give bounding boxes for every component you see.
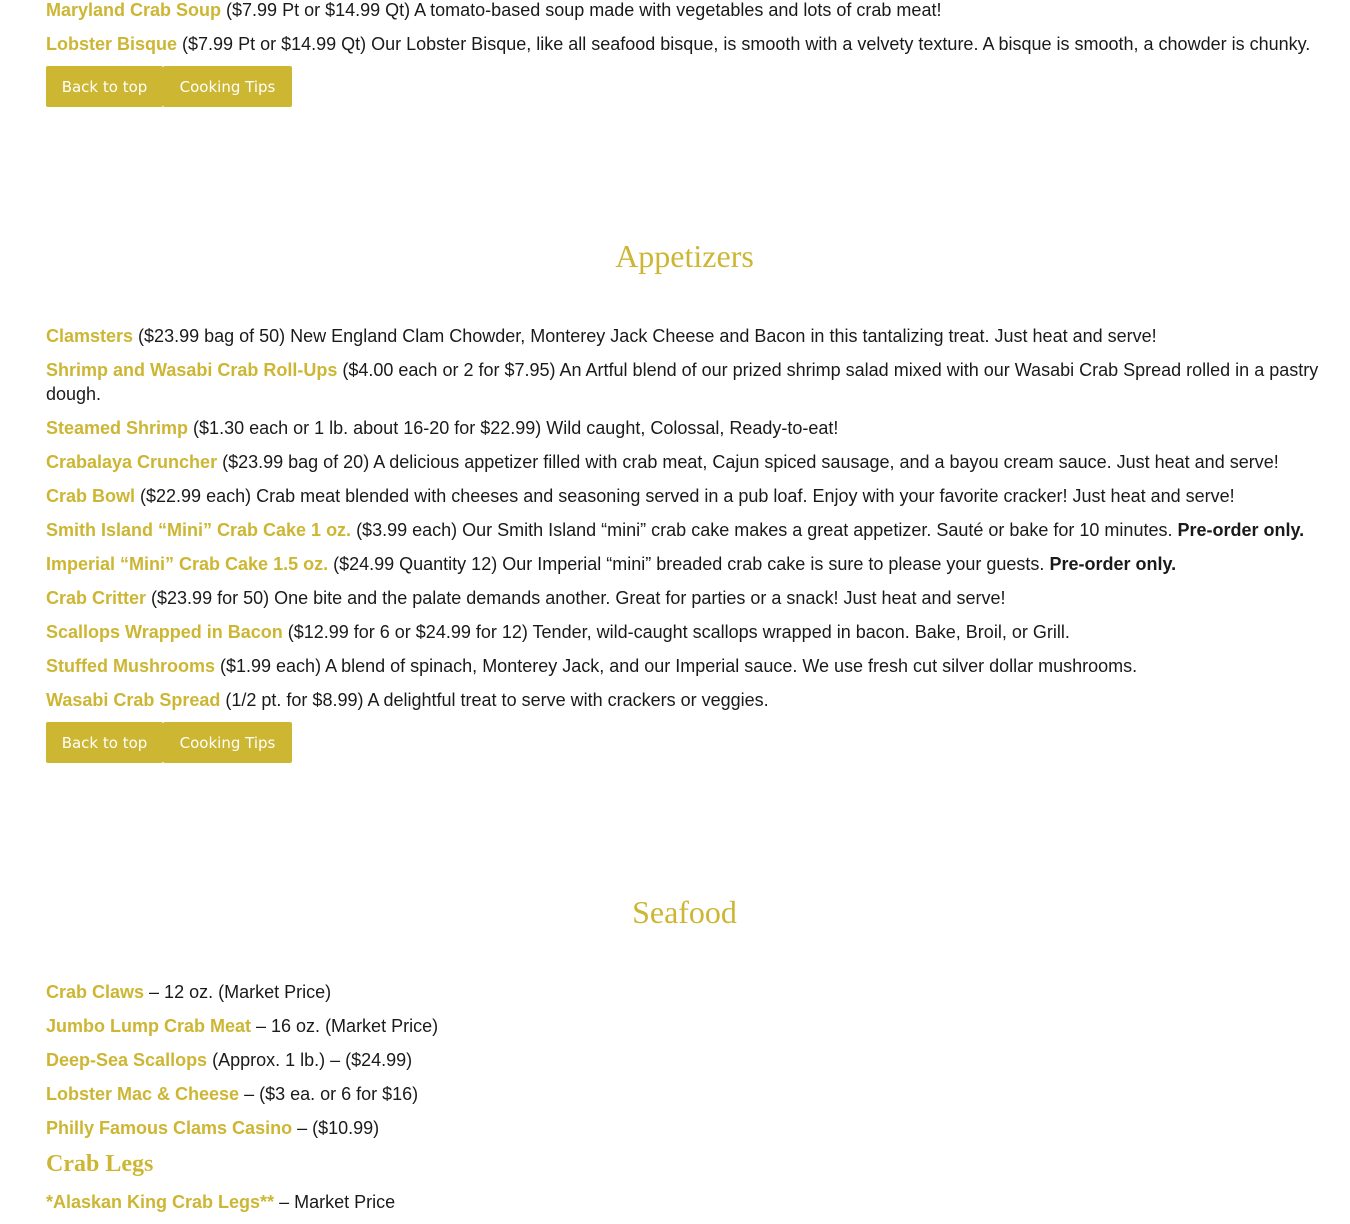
item-description: ($24.99 Quantity 12) Our Imperial “mini” breaded crab cake is sure to please your guests.: [328, 554, 1050, 574]
menu-item: [46, 688, 1331, 712]
menu-item: [46, 980, 1331, 1004]
item-description: ($23.99 bag of 20) A delicious appetizer filled with crab meat, Cajun spiced sausage, and a bayou cream sauce. Just heat and serve!: [217, 452, 1279, 472]
item-description: ($1.30 each or 1 lb. about 16-20 for $22.99) Wild caught, Colossal, Ready-to-eat!: [188, 418, 839, 438]
item-description: – 12 oz. (Market Price): [144, 982, 332, 1002]
item-name-link[interactable]: Jumbo Lump Crab Meat: [46, 1016, 252, 1036]
item-name-link[interactable]: Crab Bowl: [46, 486, 136, 506]
item-name-link[interactable]: Crab Claws: [46, 982, 145, 1002]
back-to-top-button[interactable]: Back to top: [46, 722, 163, 763]
item-description: – ($10.99): [292, 1118, 380, 1138]
menu-item: [46, 518, 1331, 542]
item-name-link[interactable]: Deep-Sea Scallops: [46, 1050, 208, 1070]
cooking-tips-button[interactable]: Cooking Tips: [163, 66, 292, 107]
item-name-link[interactable]: Lobster Bisque: [46, 34, 178, 54]
menu-item: [46, 1014, 1331, 1038]
menu-item: [46, 586, 1331, 610]
item-name-link[interactable]: Stuffed Mushrooms: [46, 656, 215, 676]
item-name-link[interactable]: Philly Famous Clams Casino: [46, 1118, 293, 1138]
cooking-tips-button[interactable]: Cooking Tips: [163, 722, 292, 763]
soups-nav-buttons: [46, 66, 292, 107]
appetizers-list: [46, 324, 1331, 722]
item-name-link[interactable]: Wasabi Crab Spread: [46, 690, 221, 710]
menu-item: [46, 324, 1331, 348]
menu-item: [46, 1116, 1331, 1140]
item-description: (Approx. 1 lb.) – ($24.99): [207, 1050, 413, 1070]
menu-item: [46, 450, 1331, 474]
menu-item: [46, 1190, 1331, 1214]
menu-item: [46, 620, 1331, 644]
menu-item: [46, 1048, 1331, 1072]
item-name-link[interactable]: Shrimp and Wasabi Crab Roll-Ups: [46, 360, 338, 380]
item-name-link[interactable]: Crabalaya Cruncher: [46, 452, 218, 472]
item-name-link[interactable]: Smith Island “Mini” Crab Cake 1 oz.: [46, 520, 352, 540]
item-name-link[interactable]: Imperial “Mini” Crab Cake 1.5 oz.: [46, 554, 329, 574]
menu-item: [46, 1082, 1331, 1106]
back-to-top-button[interactable]: Back to top: [46, 66, 163, 107]
item-description: ($23.99 for 50) One bite and the palate demands another. Great for parties or a snack! Just heat and serve!: [146, 588, 1006, 608]
menu-item: [46, 654, 1331, 678]
appetizers-nav-buttons: [46, 722, 292, 763]
crab-legs-list: [46, 1190, 1331, 1224]
item-description: – 16 oz. (Market Price): [251, 1016, 439, 1036]
item-description: ($23.99 bag of 50) New England Clam Chowder, Monterey Jack Cheese and Bacon in this tantalizing treat. Just heat and serve!: [133, 326, 1157, 346]
section-title-appetizers: Appetizers: [615, 238, 754, 274]
item-description: ($7.99 Pt or $14.99 Qt) Our Lobster Bisque, like all seafood bisque, is smooth with a velvety texture. A bisque is smooth, a chowder is chunky.: [177, 34, 1311, 54]
menu-item: [46, 416, 1331, 440]
item-name-link[interactable]: Lobster Mac & Cheese: [46, 1084, 240, 1104]
seafood-list: [46, 980, 1331, 1150]
item-description: ($1.99 each) A blend of spinach, Monterey Jack, and our Imperial sauce. We use fresh cut silver dollar mushrooms.: [215, 656, 1138, 676]
menu-item-maryland-crab-soup: [46, 0, 1331, 22]
menu-item: [46, 358, 1331, 406]
item-description: ($12.99 for 6 or $24.99 for 12) Tender, wild-caught scallops wrapped in bacon. Bake, Broil, or Grill.: [282, 622, 1070, 642]
item-name-link[interactable]: Clamsters: [46, 326, 134, 346]
item-description: (1/2 pt. for $8.99) A delightful treat to serve with crackers or veggies.: [220, 690, 769, 710]
section-title-seafood: Seafood: [632, 894, 737, 930]
item-description: ($7.99 Pt or $14.99 Qt) A tomato-based soup made with vegetables and lots of crab meat!: [221, 0, 942, 20]
soups-list: [46, 0, 1331, 66]
item-description: ($22.99 each) Crab meat blended with cheeses and seasoning served in a pub loaf. Enjoy with your favorite cracker! Just heat and serve!: [135, 486, 1235, 506]
menu-item: [46, 484, 1331, 508]
item-description: ($4.00 each or 2 for $7.95) An Artful blend of our prized shrimp salad mixed with our Wasabi Crab Spread rolled in a pastry dough.: [46, 360, 1319, 404]
item-description: – Market Price: [274, 1192, 396, 1212]
item-name-link[interactable]: Crab Critter: [46, 588, 147, 608]
pre-order-note: Pre-order only.: [1049, 554, 1177, 574]
item-description: ($3.99 each) Our Smith Island “mini” crab cake makes a great appetizer. Sauté or bake for 10 minutes.: [351, 520, 1178, 540]
item-name-link[interactable]: Maryland Crab Soup: [46, 0, 222, 20]
item-name-link[interactable]: Steamed Shrimp: [46, 418, 189, 438]
item-description: – ($3 ea. or 6 for $16): [239, 1084, 419, 1104]
subsection-title-crab-legs: Crab Legs: [46, 1151, 154, 1177]
item-name-link[interactable]: Scallops Wrapped in Bacon: [46, 622, 283, 642]
pre-order-note: Pre-order only.: [1177, 520, 1305, 540]
menu-item-lobster-bisque: [46, 32, 1331, 56]
menu-item: [46, 552, 1331, 576]
item-name-link[interactable]: *Alaskan King Crab Legs**: [46, 1192, 275, 1212]
